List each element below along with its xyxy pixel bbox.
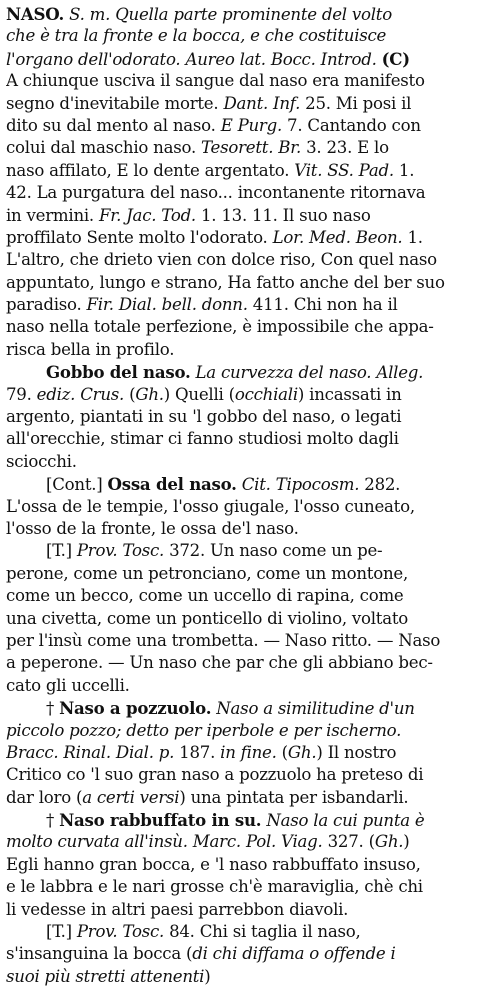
text-line: [T.] Prov. Tosc. 84. Chi si taglia il naso, xyxy=(46,922,361,942)
text-line: proffilato Sente molto l'odorato. Lor. Med. Beon. 1. xyxy=(6,227,423,247)
text-line: segno d'inevitabile morte. Dant. Inf. 25. Mi posi il xyxy=(6,93,412,113)
text-line: l'organo dell'odorato. Aureo lat. Bocc. Introd. (C) xyxy=(6,48,410,69)
text-line: NASO. S. m. Quella parte prominente del volto xyxy=(6,4,392,24)
text-line: dar loro (a certi versi) una pintata per isbandarli. xyxy=(6,787,409,807)
text-line: [Cont.] Ossa del naso. Cit. Tipocosm. 282. xyxy=(46,474,401,495)
text-line: L'ossa de le tempie, l'osso giugale, l'osso cuneato, xyxy=(6,496,415,516)
text-line: naso nella totale perfezione, è impossibile che appa- xyxy=(6,317,434,337)
text-line: per l'insù come una trombetta. — Naso ritto. — Naso xyxy=(6,630,441,650)
text-line: † Naso a pozzuolo. Naso a similitudine d'un xyxy=(46,698,415,719)
text-line: perone, come un petronciano, come un montone, xyxy=(6,563,408,583)
text-line: come un becco, come un uccello di rapina, come xyxy=(6,586,404,606)
text-line: s'insanguina la bocca (di chi diffama o offende i xyxy=(6,944,396,964)
text-line: naso affilato, E lo dente argentato. Vit. SS. Pad. 1. xyxy=(6,160,415,180)
text-line: 42. La purgatura del naso... incontanente ritornava xyxy=(6,183,426,203)
text-line: colui dal maschio naso. Tesorett. Br. 3. 23. E lo xyxy=(6,138,389,158)
text-line: Critico co 'l suo gran naso a pozzuolo ha preteso di xyxy=(6,765,424,785)
text-line: L'altro, che drieto vien con dolce riso, Con quel naso xyxy=(6,250,437,270)
text-line: Egli hanno gran bocca, e 'l naso rabbuffato insuso, xyxy=(6,854,421,874)
text-line: li vedesse in altri paesi parrebbon diavoli. xyxy=(6,899,349,919)
text-line: Gobbo del naso. La curvezza del naso. Alleg. xyxy=(46,362,424,383)
text-line: molto curvata all'insù. Marc. Pol. Viag. 327. (Gh.) xyxy=(6,832,410,852)
text-line: suoi più stretti attenenti) xyxy=(6,966,211,986)
text-line: sciocchi. xyxy=(6,451,77,471)
text-line: † Naso rabbuffato in su. Naso la cui punta è xyxy=(46,810,425,831)
text-line: all'orecchie, stimar ci fanno studiosi molto dagli xyxy=(6,429,399,449)
text-line: l'osso de la fronte, le ossa de'l naso. xyxy=(6,518,299,538)
text-line: argento, piantati in su 'l gobbo del naso, o legati xyxy=(6,407,402,427)
text-line: appuntato, lungo e strano, Ha fatto anche del ber suo xyxy=(6,272,445,292)
text-line: e le labbra e le nari grosse ch'è maraviglia, chè chi xyxy=(6,877,423,897)
text-line: A chiunque usciva il sangue dal naso era manifesto xyxy=(6,71,425,91)
text-line: che è tra la fronte e la bocca, e che costituisce xyxy=(6,26,387,46)
text-line: a peperone. — Un naso che par che gli abbiano bec- xyxy=(6,653,433,673)
text-line: dito su dal mento al naso. E Purg. 7. Cantando con xyxy=(6,115,421,135)
text-line: una civetta, come un ponticello di violino, voltato xyxy=(6,608,409,628)
text-line: risca bella in profilo. xyxy=(6,339,175,359)
text-line: paradiso. Fir. Dial. bell. donn. 411. Chi non ha il xyxy=(6,295,398,315)
text-line: piccolo pozzo; detto per iperbole e per ischerno. xyxy=(6,720,402,740)
text-line: Bracc. Rinal. Dial. p. 187. in fine. (Gh.) Il nostro xyxy=(6,742,397,762)
text-line: in vermini. Fr. Jac. Tod. 1. 13. 11. Il suo naso xyxy=(6,205,371,225)
text-line: cato gli uccelli. xyxy=(6,675,130,695)
text-line: [T.] Prov. Tosc. 372. Un naso come un pe- xyxy=(46,541,383,561)
text-line: 79. ediz. Crus. (Gh.) Quelli (occhiali) incassati in xyxy=(6,384,402,404)
